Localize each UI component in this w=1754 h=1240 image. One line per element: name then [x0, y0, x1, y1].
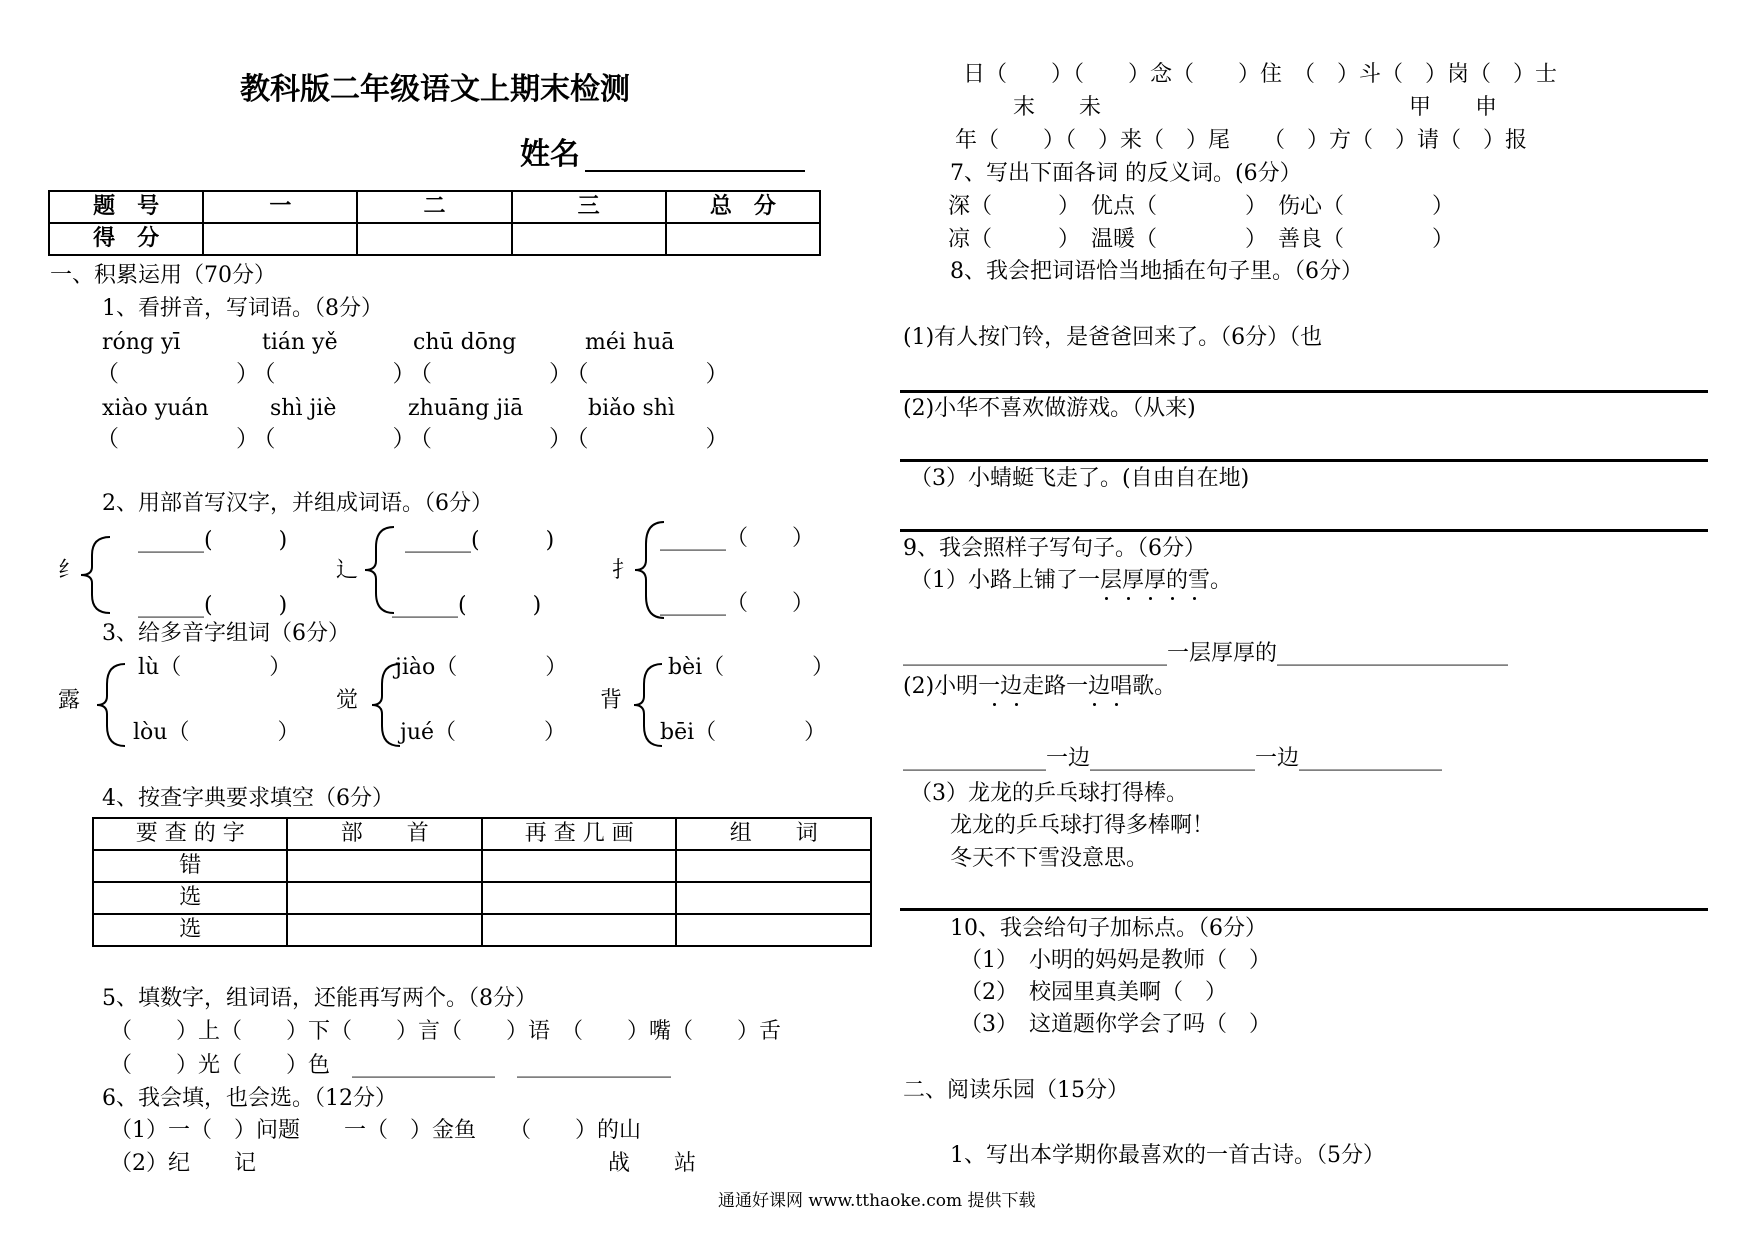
- q6-line-2-left: （2）纪 记: [110, 1151, 256, 1176]
- dict-cell[interactable]: [287, 882, 482, 914]
- emphasis-dot: [1193, 597, 1196, 600]
- q6-continued-sub: 末 未 甲 申: [1013, 95, 1498, 120]
- score-header-total: 总 分: [666, 191, 820, 223]
- score-cell-2[interactable]: [357, 223, 511, 255]
- emphasis-dot: [1093, 703, 1096, 706]
- q3-bottom-3[interactable]: bēi（ ）: [660, 720, 827, 745]
- dict-cell[interactable]: [287, 914, 482, 946]
- score-cell-3[interactable]: [512, 223, 666, 255]
- dict-header-radical: 部 首: [287, 818, 482, 850]
- q9-example-2: (2)小明一边走路一边唱歌。: [903, 674, 1177, 699]
- emphasis-dot: [1105, 597, 1108, 600]
- q3-char-2: 觉: [336, 688, 359, 713]
- q6-line-1[interactable]: （1）一（ ）问题 一（ ）金鱼 （ ）的山: [110, 1118, 641, 1143]
- q4-prompt: 4、按查字典要求填空（6分）: [102, 786, 394, 811]
- q6-line-2-right: 战 站: [608, 1151, 697, 1176]
- dictionary-table: [92, 817, 872, 947]
- q3-top-1[interactable]: lù（ ）: [138, 655, 292, 680]
- emphasis-dot: [1149, 597, 1152, 600]
- q10-item-1[interactable]: （1） 小明的妈妈是教师（ ）: [960, 948, 1271, 973]
- score-cell-total[interactable]: [666, 223, 820, 255]
- q8-item-1: (1)有人按门铃，是爸爸回来了。（6分）（也: [903, 325, 1323, 350]
- q7-line-1[interactable]: 深（ ） 优点（ ） 伤心（ ）: [948, 194, 1455, 219]
- emphasis-dot: [1127, 597, 1130, 600]
- q5-prompt: 5、填数字，组词语，还能再写两个。（8分）: [102, 986, 537, 1011]
- dict-cell[interactable]: [482, 850, 676, 882]
- score-header-no: 题 号: [49, 191, 203, 223]
- emphasis-dot: [993, 703, 996, 706]
- dict-header-char: 要 查 的 字: [93, 818, 287, 850]
- q3-prompt: 3、给多音字组词（6分）: [102, 621, 350, 646]
- q1-pinyin-5: xiào yuán: [102, 396, 209, 421]
- brace-icon: [95, 662, 129, 748]
- dict-cell[interactable]: [482, 882, 676, 914]
- brace-icon: [78, 535, 114, 615]
- answer-line[interactable]: [900, 390, 1708, 393]
- emphasis-dot: [1015, 703, 1018, 706]
- q2-blank-3a[interactable]: ______（ ）: [660, 526, 815, 551]
- q8-prompt: 8、我会把词语恰当地插在句子里。（6分）: [950, 259, 1363, 284]
- q1-answer-row-2[interactable]: （ ）（ ）（ ）（ ）: [96, 426, 734, 452]
- q1-pinyin-7: zhuāng jiā: [408, 396, 524, 421]
- q9-example-1: （1）小路上铺了一层厚厚的雪。: [910, 568, 1232, 593]
- q1-answer-row-1[interactable]: （ ）（ ）（ ）（ ）: [96, 361, 734, 387]
- q2-blank-1a[interactable]: ______( ): [138, 528, 288, 553]
- q3-top-3[interactable]: bèi（ ）: [668, 655, 835, 680]
- q6-prompt: 6、我会填，也会选。（12分）: [102, 1086, 397, 1111]
- dict-header-strokes: 再 查 几 画: [482, 818, 676, 850]
- dict-row-char: 选: [93, 882, 287, 914]
- score-cell-1[interactable]: [203, 223, 357, 255]
- q7-line-2[interactable]: 凉（ ） 温暖（ ） 善良（ ）: [948, 227, 1455, 252]
- q1-pinyin-4: méi huā: [585, 330, 675, 355]
- q2-prompt: 2、用部首写汉字，并组成词语。（6分）: [102, 491, 493, 516]
- name-label: 姓名: [520, 137, 580, 172]
- q6-continued-line-2[interactable]: 年（ ）（ ）来（ ）尾 （ ）方（ ）请（ ）报: [955, 128, 1528, 153]
- q1-pinyin-6: shì jiè: [270, 396, 337, 421]
- score-table: [48, 190, 821, 256]
- q9-prompt: 9、我会照样子写句子。（6分）: [903, 536, 1206, 561]
- q9-fill-2[interactable]: _____________一边_______________一边_____________: [903, 746, 1443, 771]
- page-title: 教科版二年级语文上期末检测: [240, 72, 630, 107]
- q3-top-2[interactable]: jiào（ ）: [395, 655, 568, 680]
- q3-bottom-2[interactable]: jué（ ）: [400, 720, 567, 745]
- q2-blank-2b[interactable]: ______( ): [392, 593, 542, 618]
- footer-credit: 通通好课网 www.tthaoke.com 提供下载: [718, 1191, 1036, 1211]
- section2-heading: 二、阅读乐园（15分）: [903, 1078, 1129, 1103]
- q1-pinyin-3: chū dōng: [413, 330, 517, 355]
- q2-radical-3: 扌: [612, 558, 635, 583]
- score-header-2: 二: [357, 191, 511, 223]
- dict-cell[interactable]: [482, 914, 676, 946]
- q1-pinyin-1: róng yī: [102, 330, 181, 355]
- section1-heading: 一、积累运用（70分）: [50, 263, 276, 288]
- q3-bottom-1[interactable]: lòu（ ）: [133, 720, 300, 745]
- q8-item-3: （3）小蜻蜓飞走了。(自由自在地): [910, 466, 1250, 491]
- dict-cell[interactable]: [676, 914, 871, 946]
- section2-q1: 1、写出本学期你最喜欢的一首古诗。（5分）: [950, 1143, 1385, 1168]
- q1-pinyin-2: tián yě: [262, 330, 338, 355]
- dict-cell[interactable]: [676, 850, 871, 882]
- q9-example-3c: 冬天不下雪没意思。: [950, 846, 1149, 871]
- q7-prompt: 7、写出下面各词 的反义词。(6分）: [950, 161, 1302, 186]
- q1-pinyin-8: biǎo shì: [588, 396, 675, 421]
- dict-cell[interactable]: [287, 850, 482, 882]
- emphasis-dot: [1115, 703, 1118, 706]
- q9-fill-1[interactable]: ________________________一层厚厚的_____________________: [903, 641, 1509, 666]
- score-header-3: 三: [512, 191, 666, 223]
- answer-line[interactable]: [900, 529, 1708, 532]
- name-blank[interactable]: [585, 170, 805, 172]
- dict-row-char: 选: [93, 914, 287, 946]
- dict-row-char: 错: [93, 850, 287, 882]
- q6-continued-line-1[interactable]: 日（ ）（ ）念（ ）住 （ ）斗（ ）岗（ ）士: [963, 62, 1558, 87]
- score-label: 得 分: [49, 223, 203, 255]
- score-header-1: 一: [203, 191, 357, 223]
- dict-cell[interactable]: [676, 882, 871, 914]
- answer-line[interactable]: [900, 459, 1708, 462]
- q1-prompt: 1、看拼音，写词语。（8分）: [102, 296, 383, 321]
- q3-char-1: 露: [58, 688, 81, 713]
- dict-header-word: 组 词: [676, 818, 871, 850]
- q3-char-3: 背: [600, 688, 623, 713]
- emphasis-dot: [1171, 597, 1174, 600]
- q9-example-3: （3）龙龙的乒乓球打得棒。: [910, 781, 1188, 806]
- answer-line[interactable]: [900, 908, 1708, 911]
- q10-prompt: 10、我会给句子加标点。（6分）: [950, 916, 1267, 941]
- q2-blank-3b[interactable]: ______（ ）: [660, 591, 815, 616]
- q2-radical-1: 纟: [58, 558, 81, 583]
- q8-item-2: (2)小华不喜欢做游戏。（从来): [903, 396, 1196, 421]
- q9-example-3b: 龙龙的乒乓球打得多棒啊！: [950, 813, 1215, 838]
- q10-item-3[interactable]: （3） 这道题你学会了吗（ ）: [960, 1012, 1271, 1037]
- q5-line-1[interactable]: （ ）上（ ）下（ ）言（ ）语 （ ）嘴（ ）舌: [110, 1019, 782, 1044]
- q5-line-2[interactable]: （ ）光（ ）色 _____________ ______________: [110, 1053, 672, 1078]
- q10-item-2[interactable]: （2） 校园里真美啊（ ）: [960, 980, 1227, 1005]
- q2-radical-2: 辶: [336, 558, 359, 583]
- q2-blank-2a[interactable]: ______( ): [405, 528, 555, 553]
- q2-blank-1b[interactable]: ______( ): [138, 593, 288, 618]
